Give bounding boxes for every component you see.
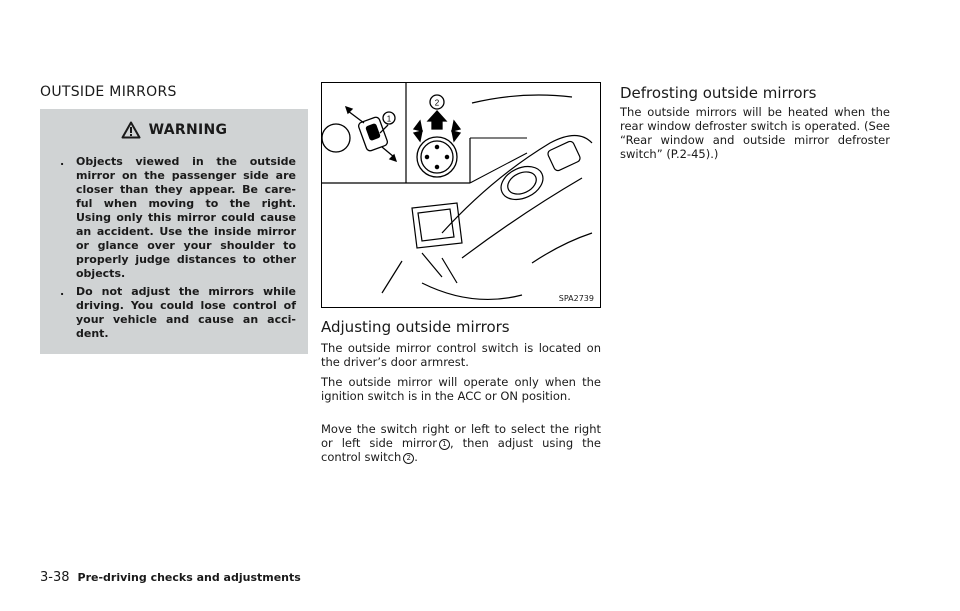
- door-armrest-drawing: [322, 83, 600, 307]
- figure-label: SPA2739: [558, 294, 594, 303]
- armrest-body: [382, 95, 592, 299]
- warning-item-text: Do not adjust the mirrors while driving. You could lose control of your vehicle and cause an acci- dent.: [76, 285, 296, 340]
- selector-switch: [322, 107, 396, 161]
- adjusting-paragraph-2: The outside mirror will operate only when the ignition switch is in the ACC or ON position.: [321, 375, 601, 403]
- defrosting-paragraph: The outside mirrors will be heated when the rear window defroster switch is operated. (See “Rear window and outside mirror defroster switch” (P.2-45).): [620, 105, 890, 161]
- warning-header: [52, 121, 296, 139]
- chapter-title: Pre-driving checks and adjustments: [77, 571, 301, 584]
- warning-box: [40, 109, 308, 354]
- mirror-switch-illustration: [321, 82, 601, 308]
- adjusting-paragraph-3: [321, 422, 601, 464]
- adjusting-paragraph-3a: Move the switch right or left to select the right or left side mirror: [321, 422, 601, 450]
- section-title: OUTSIDE MIRRORS: [40, 84, 177, 100]
- defrosting-heading: Defrosting outside mirrors: [620, 84, 817, 102]
- warning-item: [52, 155, 296, 281]
- bullet: .: [60, 155, 65, 168]
- warning-list: [52, 155, 296, 341]
- warning-triangle-icon: [121, 121, 141, 139]
- adjusting-paragraph-3b: , then adjust using the control switch: [321, 436, 601, 464]
- page-number: 3-38: [40, 570, 70, 585]
- callout-2-marker: 2: [403, 453, 414, 464]
- warning-item-text: Objects viewed in the outside mirror on the passenger side are closer than they appear. Be care- ful when moving to the right. Using only this mirror could cause an accident. Use the inside mirror or glance over your shoulder to properly judge distances to other objects.: [76, 155, 296, 280]
- callout-1-label: 1: [386, 114, 392, 124]
- adjusting-paragraph-3c: .: [414, 450, 418, 464]
- adjusting-paragraph-1: The outside mirror control switch is located on the driver’s door armrest.: [321, 341, 601, 369]
- page-footer: [40, 570, 301, 585]
- warning-title: WARNING: [148, 122, 228, 138]
- warning-item: [52, 285, 296, 341]
- callout-1-marker: 1: [439, 439, 450, 450]
- callout-2-label: 2: [434, 98, 440, 108]
- bullet: .: [60, 285, 65, 298]
- adjusting-heading: Adjusting outside mirrors: [321, 318, 510, 336]
